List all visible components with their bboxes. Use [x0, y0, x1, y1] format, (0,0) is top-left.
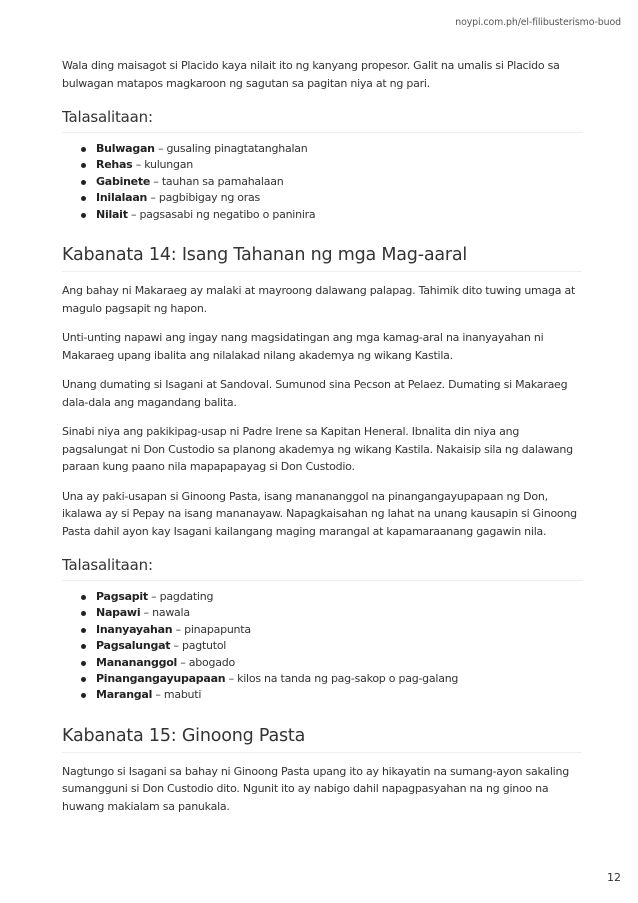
vocab-item — [96, 141, 582, 157]
vocab-term: Napawi — [96, 606, 141, 620]
vocab-definition: – gusaling pinagtatanghalan — [154, 142, 308, 155]
chapter-14-paragraph: Ang bahay ni Makaraeg ay malaki at mayroong dalawang palapag. Tahimik dito tuwing umaga at magulo pagsapit ng hapon. — [62, 284, 576, 315]
vocab-item — [96, 190, 582, 206]
vocab-heading-2: Talasalitaan: — [62, 556, 582, 581]
vocab-term: Rehas — [96, 158, 133, 172]
chapter-14-paragraph: Una ay paki-usapan si Ginoong Pasta, isang manananggol na pinangangayupapaan ng Don, ikalawa ay si Pepay na isang mananayaw. Napagkaisahan ng lahat na unang kausapin si Ginoong Pasta dahil ayon kay Isagani kailangang maging marangal at kapamaraanang gagawin nila. — [62, 489, 577, 538]
chapter-14-heading: Kabanata 14: Isang Tahanan ng mga Mag-aaral — [62, 245, 582, 272]
page-number: 12 — [607, 871, 621, 884]
vocab-item — [96, 638, 582, 654]
vocab-list-1 — [62, 141, 582, 223]
vocab-definition: – pagtutol — [170, 639, 227, 653]
vocab-item — [96, 207, 582, 223]
vocab-term: Marangal — [96, 688, 153, 702]
vocab-item — [96, 687, 582, 703]
source-url: noypi.com.ph/el-filibusterismo-buod — [455, 17, 621, 28]
vocab-definition: – pinapapunta — [172, 622, 251, 636]
vocab-item — [96, 589, 582, 605]
vocab-definition: – pagdating — [147, 590, 214, 604]
vocab-definition: – abogado — [177, 655, 235, 669]
vocab-term: Manananggol — [96, 655, 178, 669]
vocab-definition: – tauhan sa pamahalaan — [150, 174, 284, 188]
vocab-term: Pinangangayupapaan — [96, 672, 226, 686]
vocab-heading-1: Talasalitaan: — [62, 108, 582, 133]
chapter-15-paragraph: Nagtungo si Isagani sa bahay ni Ginoong Pasta upang ito ay hikayatin na sumang-ayon sakaling sumangguni si Don Custodio dito. Ngunit ito ay nabigo dahil napagpasyahan na ng ginoo na huwang makialam sa panukala. — [62, 764, 569, 813]
vocab-item — [96, 157, 582, 173]
vocab-term: Inanyayahan — [96, 622, 173, 636]
intro-paragraph: Wala ding maisagot si Placido kaya nilait ito ng kanyang propesor. Galit na umalis si Placido sa bulwagan matapos magkaroon ng sagutan sa pagitan niya at ng pari. — [62, 59, 560, 90]
vocab-term: Nilait — [96, 207, 128, 221]
vocab-list-2 — [62, 589, 582, 704]
vocab-definition: – kilos na tanda ng pag-sakop o pag-galang — [225, 672, 459, 686]
vocab-term: Gabinete — [96, 174, 151, 188]
chapter-14-paragraph: Unang dumating si Isagani at Sandoval. Sumunod sina Pecson at Pelaez. Dumating si Makaraeg dala-dala ang magandang balita. — [62, 378, 568, 409]
vocab-term: Pagsapit — [96, 590, 148, 604]
vocab-item — [96, 671, 582, 687]
vocab-item — [96, 605, 582, 621]
vocab-definition: – nawala — [140, 606, 190, 620]
article-body — [62, 57, 582, 827]
chapter-14-paragraph: Sinabi niya ang pakikipag-usap ni Padre Irene sa Kapitan Heneral. Ibnalita din niya ang pagsalungat ni Don Custodio sa planong akademya ng wikang Kastila. Nakaisip sila ng dalawang paraan kung paano nila mapapapayag si Don Custodio. — [62, 425, 573, 474]
vocab-item — [96, 655, 582, 671]
vocab-definition: – pagbibigay ng oras — [147, 191, 261, 205]
chapter-15-heading: Kabanata 15: Ginoong Pasta — [62, 726, 582, 753]
vocab-definition: – mabuti — [152, 688, 202, 702]
vocab-definition: – pagsasabi ng negatibo o paninira — [127, 207, 316, 221]
vocab-term: Pagsalungat — [96, 639, 171, 653]
vocab-item — [96, 622, 582, 638]
chapter-14-paragraph: Unti-unting napawi ang ingay nang magsidatingan ang mga kamag-aral na inanyayahan ni Makaraeg upang ibalita ang nilalakad nilang akademya ng wikang Kastila. — [62, 331, 544, 362]
vocab-definition: – kulungan — [132, 158, 193, 172]
vocab-term: Inilalaan — [96, 191, 148, 205]
vocab-item — [96, 174, 582, 190]
vocab-term: Bulwagan — [96, 142, 155, 155]
